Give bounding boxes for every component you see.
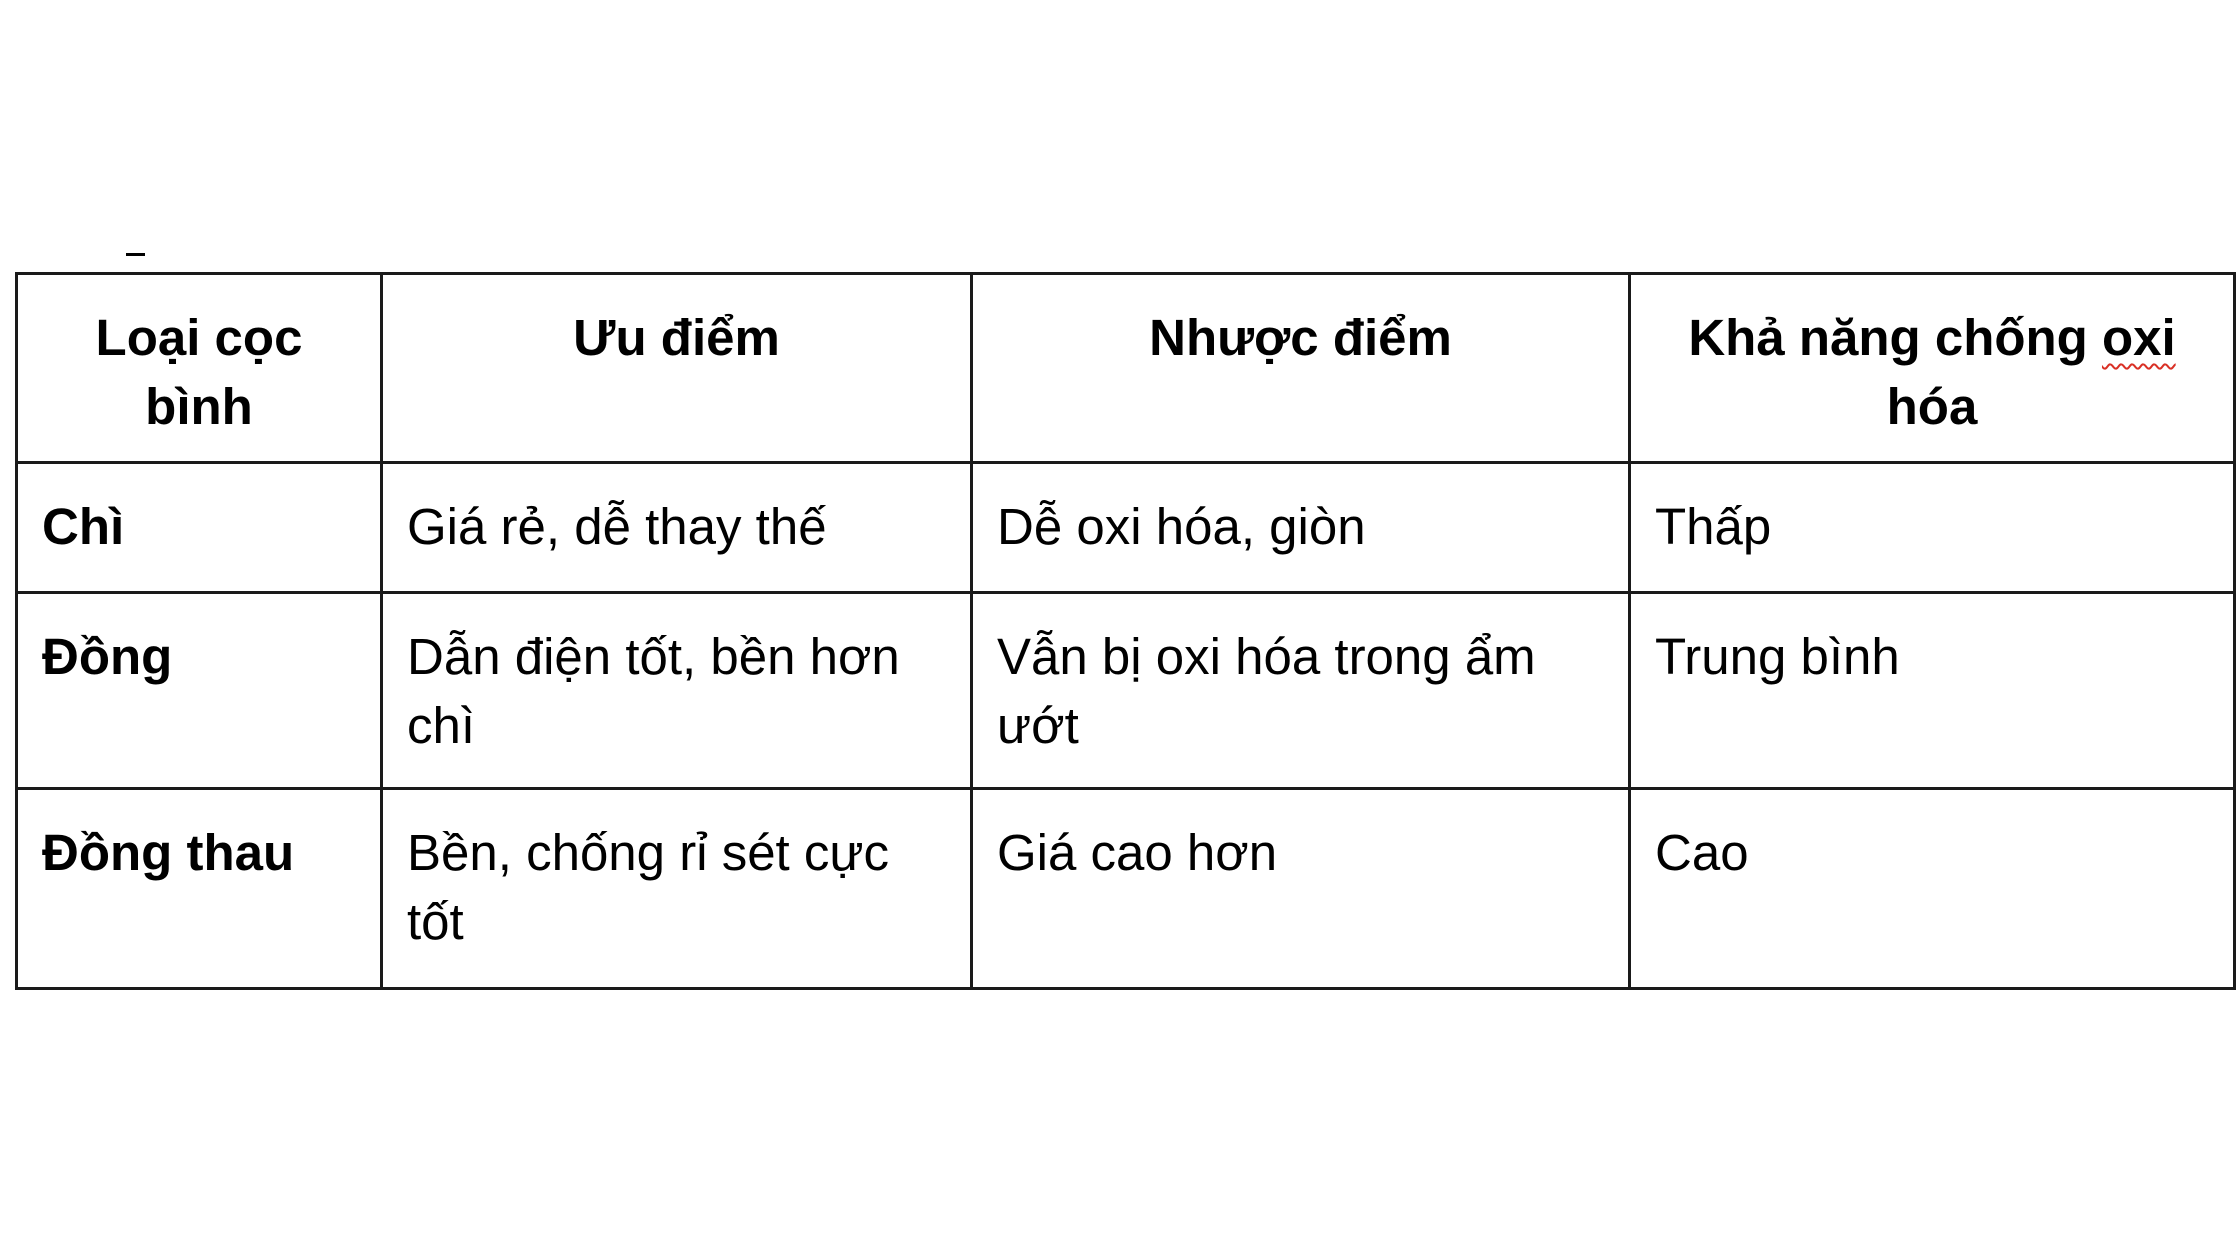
cell-type: Chì bbox=[17, 463, 382, 593]
cell-oxidation: Thấp bbox=[1630, 463, 2235, 593]
cell-type: Đồng bbox=[17, 593, 382, 789]
table-row bbox=[17, 789, 2235, 989]
cell-cons: Giá cao hơn bbox=[972, 789, 1630, 989]
cell-cons: Dễ oxi hóa, giòn bbox=[972, 463, 1630, 593]
header-oxidation-part2: hóa bbox=[1886, 378, 1978, 435]
cell-pros: Giá rẻ, dễ thay thế bbox=[382, 463, 972, 593]
cell-oxidation: Trung bình bbox=[1630, 593, 2235, 789]
comparison-table bbox=[15, 272, 2236, 990]
cell-pros: Bền, chống rỉ sét cực tốt bbox=[382, 789, 972, 989]
spellcheck-word: oxi bbox=[2101, 309, 2176, 366]
stray-mark bbox=[126, 253, 145, 256]
cell-type: Đồng thau bbox=[17, 789, 382, 989]
table-header-row bbox=[17, 274, 2235, 463]
table-row bbox=[17, 593, 2235, 789]
header-cons: Nhược điểm bbox=[972, 274, 1630, 463]
cell-cons: Vẫn bị oxi hóa trong ẩm ướt bbox=[972, 593, 1630, 789]
header-type: Loại cọc bình bbox=[17, 274, 382, 463]
header-oxidation bbox=[1630, 274, 2235, 463]
header-oxidation-part1: Khả năng chống bbox=[1688, 309, 2102, 366]
cell-pros: Dẫn điện tốt, bền hơn chì bbox=[382, 593, 972, 789]
header-pros: Ưu điểm bbox=[382, 274, 972, 463]
table-row bbox=[17, 463, 2235, 593]
cell-oxidation: Cao bbox=[1630, 789, 2235, 989]
